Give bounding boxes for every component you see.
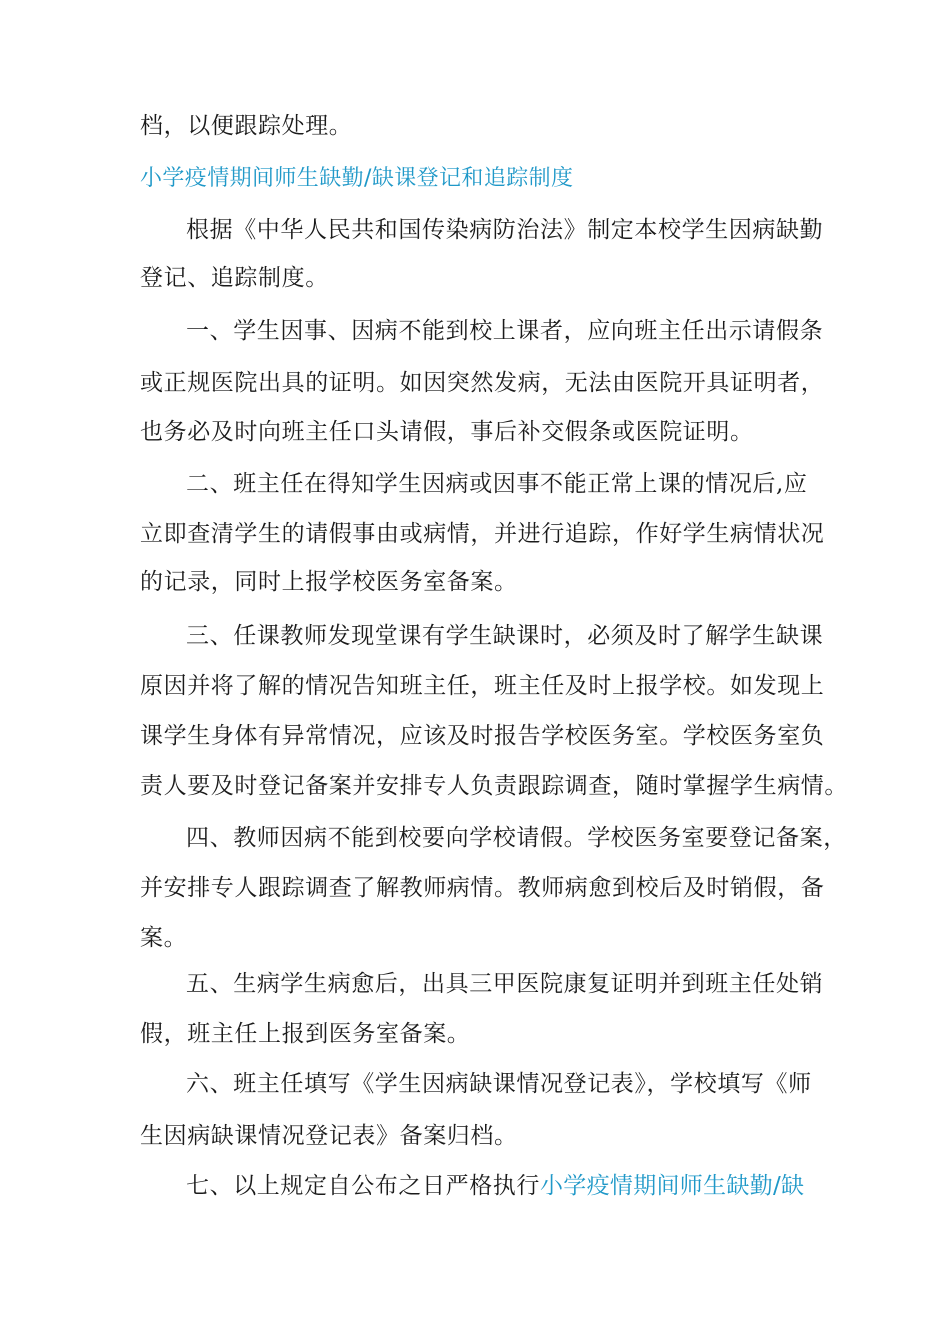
paragraph-line: 四、教师因病不能到校要向学校请假。学校医务室要登记备案， <box>186 825 847 851</box>
paragraph-line: 立即查清学生的请假事由或病情，并进行追踪，作好学生病情状况 <box>140 521 825 547</box>
paragraph-line: 案。 <box>140 925 188 951</box>
paragraph-line: 原因并将了解的情况告知班主任，班主任及时上报学校。如发现上 <box>140 673 825 699</box>
document-title: 小学疫情期间师生缺勤/缺课登记和追踪制度 <box>140 166 574 191</box>
paragraph-line: 三、任课教师发现堂课有学生缺课时，必须及时了解学生缺课 <box>186 623 824 649</box>
paragraph-line: 五、生病学生病愈后，出具三甲医院康复证明并到班主任处销 <box>186 971 824 997</box>
paragraph-line: 假，班主任上报到医务室备案。 <box>140 1021 471 1047</box>
paragraph-line: 档，以便跟踪处理。 <box>140 113 353 139</box>
paragraph-line: 根据《中华人民共和国传染病防治法》制定本校学生因病缺勤 <box>186 217 824 243</box>
paragraph-line: 责人要及时登记备案并安排专人负责跟踪调查，随时掌握学生病情。 <box>140 773 848 799</box>
paragraph-line: 或正规医院出具的证明。如因突然发病，无法由医院开具证明者， <box>140 370 825 396</box>
paragraph-line-last <box>186 1172 804 1200</box>
paragraph-line: 六、班主任填写《学生因病缺课情况登记表》，学校填写《师 <box>186 1071 812 1097</box>
paragraph-line: 登记、追踪制度。 <box>140 265 329 291</box>
paragraph-line: 一、学生因事、因病不能到校上课者，应向班主任出示请假条 <box>186 318 824 344</box>
paragraph-line: 二、班主任在得知学生因病或因事不能正常上课的情况后,应 <box>186 471 808 497</box>
paragraph-line: 也务必及时向班主任口头请假，事后补交假条或医院证明。 <box>140 419 754 445</box>
paragraph-line: 课学生身体有异常情况，应该及时报告学校医务室。学校医务室负 <box>140 723 825 749</box>
paragraph-text: 七、以上规定自公布之日严格执行 <box>186 1173 540 1199</box>
paragraph-line: 的记录，同时上报学校医务室备案。 <box>140 569 518 595</box>
document-title-link[interactable]: 小学疫情期间师生缺勤/缺 <box>540 1173 805 1199</box>
paragraph-line: 并安排专人跟踪调查了解教师病情。教师病愈到校后及时销假，备 <box>140 875 825 901</box>
paragraph-line: 生因病缺课情况登记表》备案归档。 <box>140 1123 518 1149</box>
